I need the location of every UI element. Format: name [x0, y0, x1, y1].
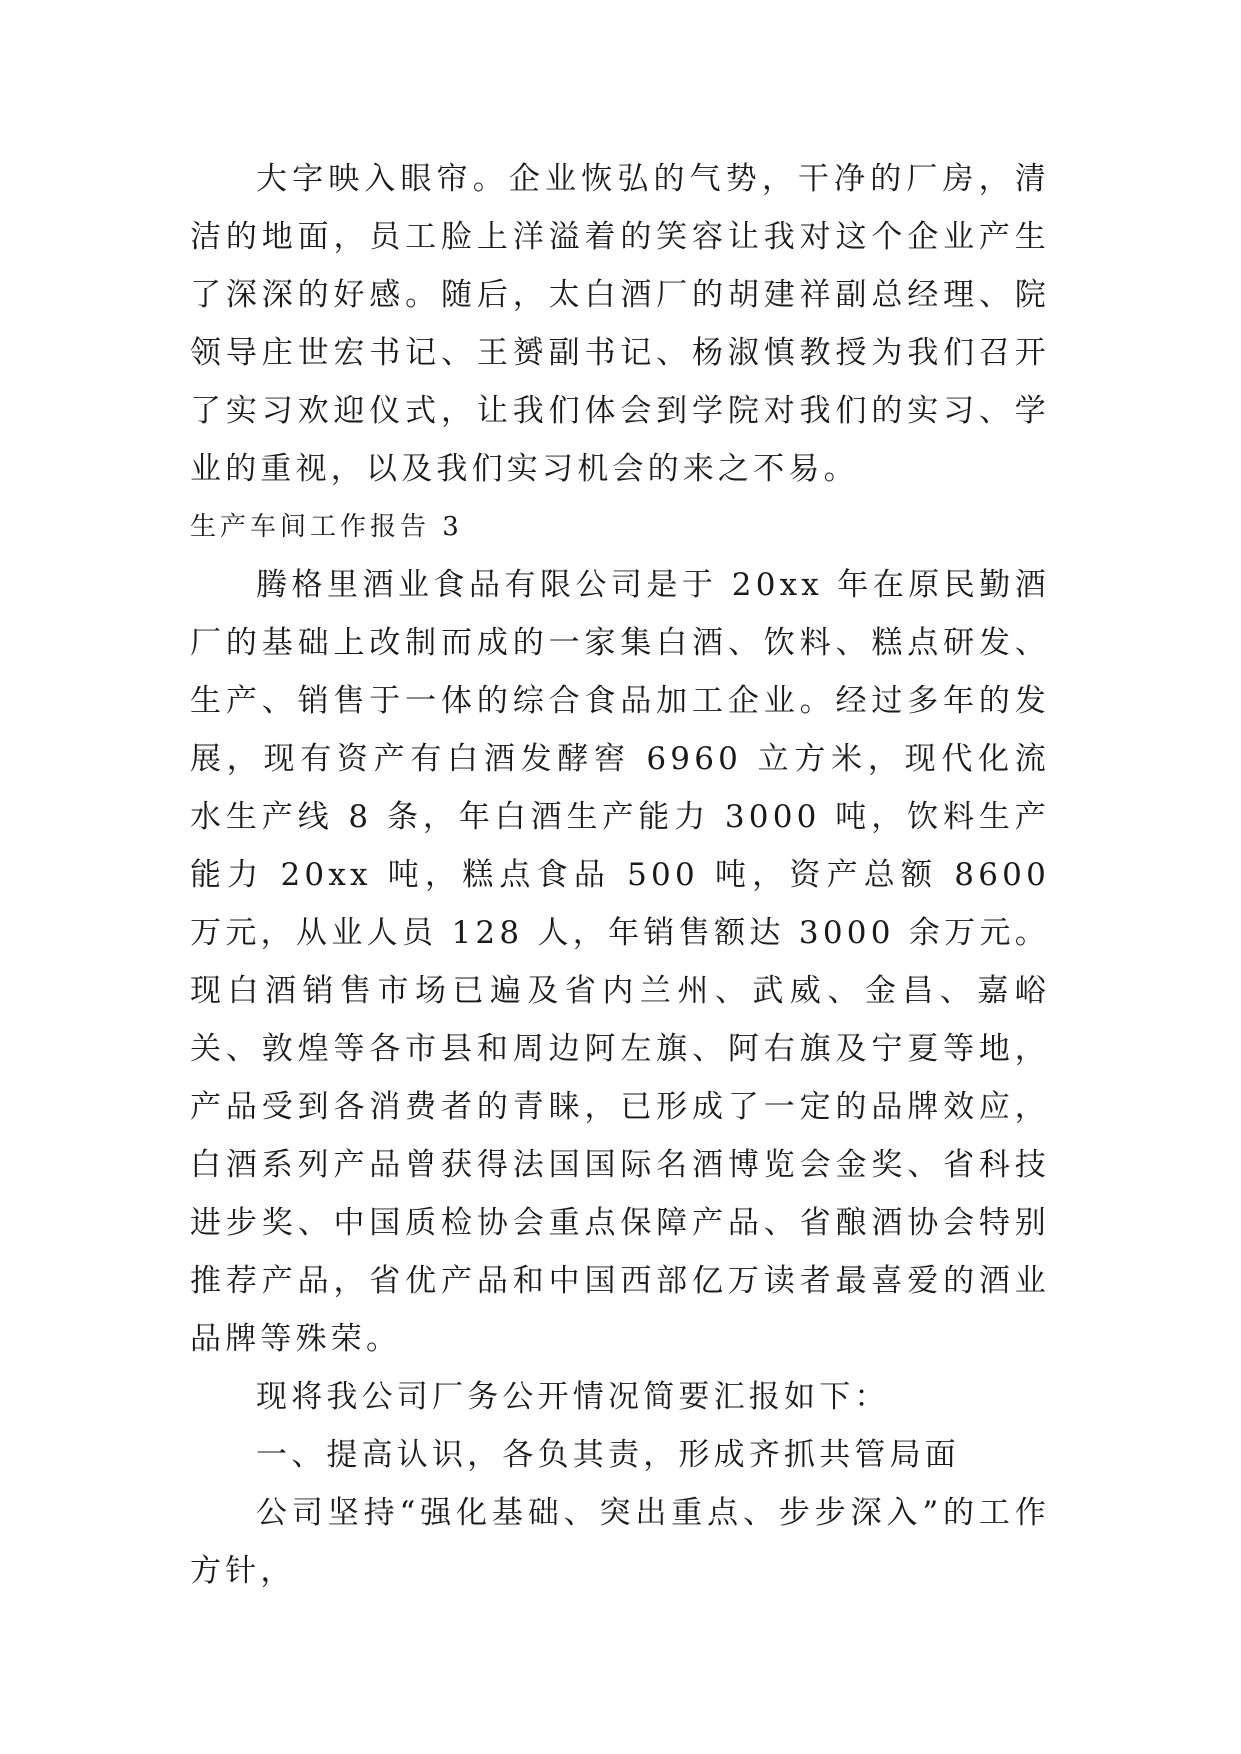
subheading-one: 一、提高认识，各负其责，形成齐抓共管局面: [256, 1437, 960, 1473]
company-paragraph: 腾格里酒业食品有限公司是于 20xx 年在原民勤酒厂的基础上改制而成的一家集白酒、饮料、糕点研发、生产、销售于一体的综合食品加工企业。经过多年的发展，现有资产有白酒发酵窖 6960 立方米，现代化流水生产线 8 条，年白酒生产能力 3000 吨，饮料生产能力 20xx 吨，糕点食品 500 吨，资产总额 8600 万元，从业人员 128 人，年销售额达 3000 余万元。现白酒销售市场已遍及省内兰州、武威、金昌、嘉峪关、敦煌等各市县和周边阿左旗、阿右旗及宁夏等地，产品受到各消费者的青睐，已形成了一定的品牌效应，白酒系列产品曾获得法国国际名酒博览会金奖、省科技进步奖、中国质检协会重点保障产品、省酿酒协会特别推荐产品，省优产品和中国西部亿万读者最喜爱的酒业品牌等殊荣。: [190, 567, 1050, 1357]
document-page: [190, 150, 1050, 1600]
section-title: 生产车间工作报告 3: [190, 512, 463, 542]
report-intro: 现将我公司厂务公开情况简要汇报如下：: [256, 1379, 890, 1415]
policy-paragraph: 公司坚持“强化基础、突出重点、步步深入”的工作方针，: [190, 1495, 1050, 1589]
intro-paragraph: 大字映入眼帘。企业恢弘的气势，干净的厂房，清洁的地面，员工脸上洋溢着的笑容让我对这个企业产生了深深的好感。随后，太白酒厂的胡建祥副总经理、院领导庄世宏书记、王赟副书记、杨淑慎教授为我们召开了实习欢迎仪式，让我们体会到学院对我们的实习、学业的重视，以及我们实习机会的来之不易。: [190, 161, 1050, 487]
